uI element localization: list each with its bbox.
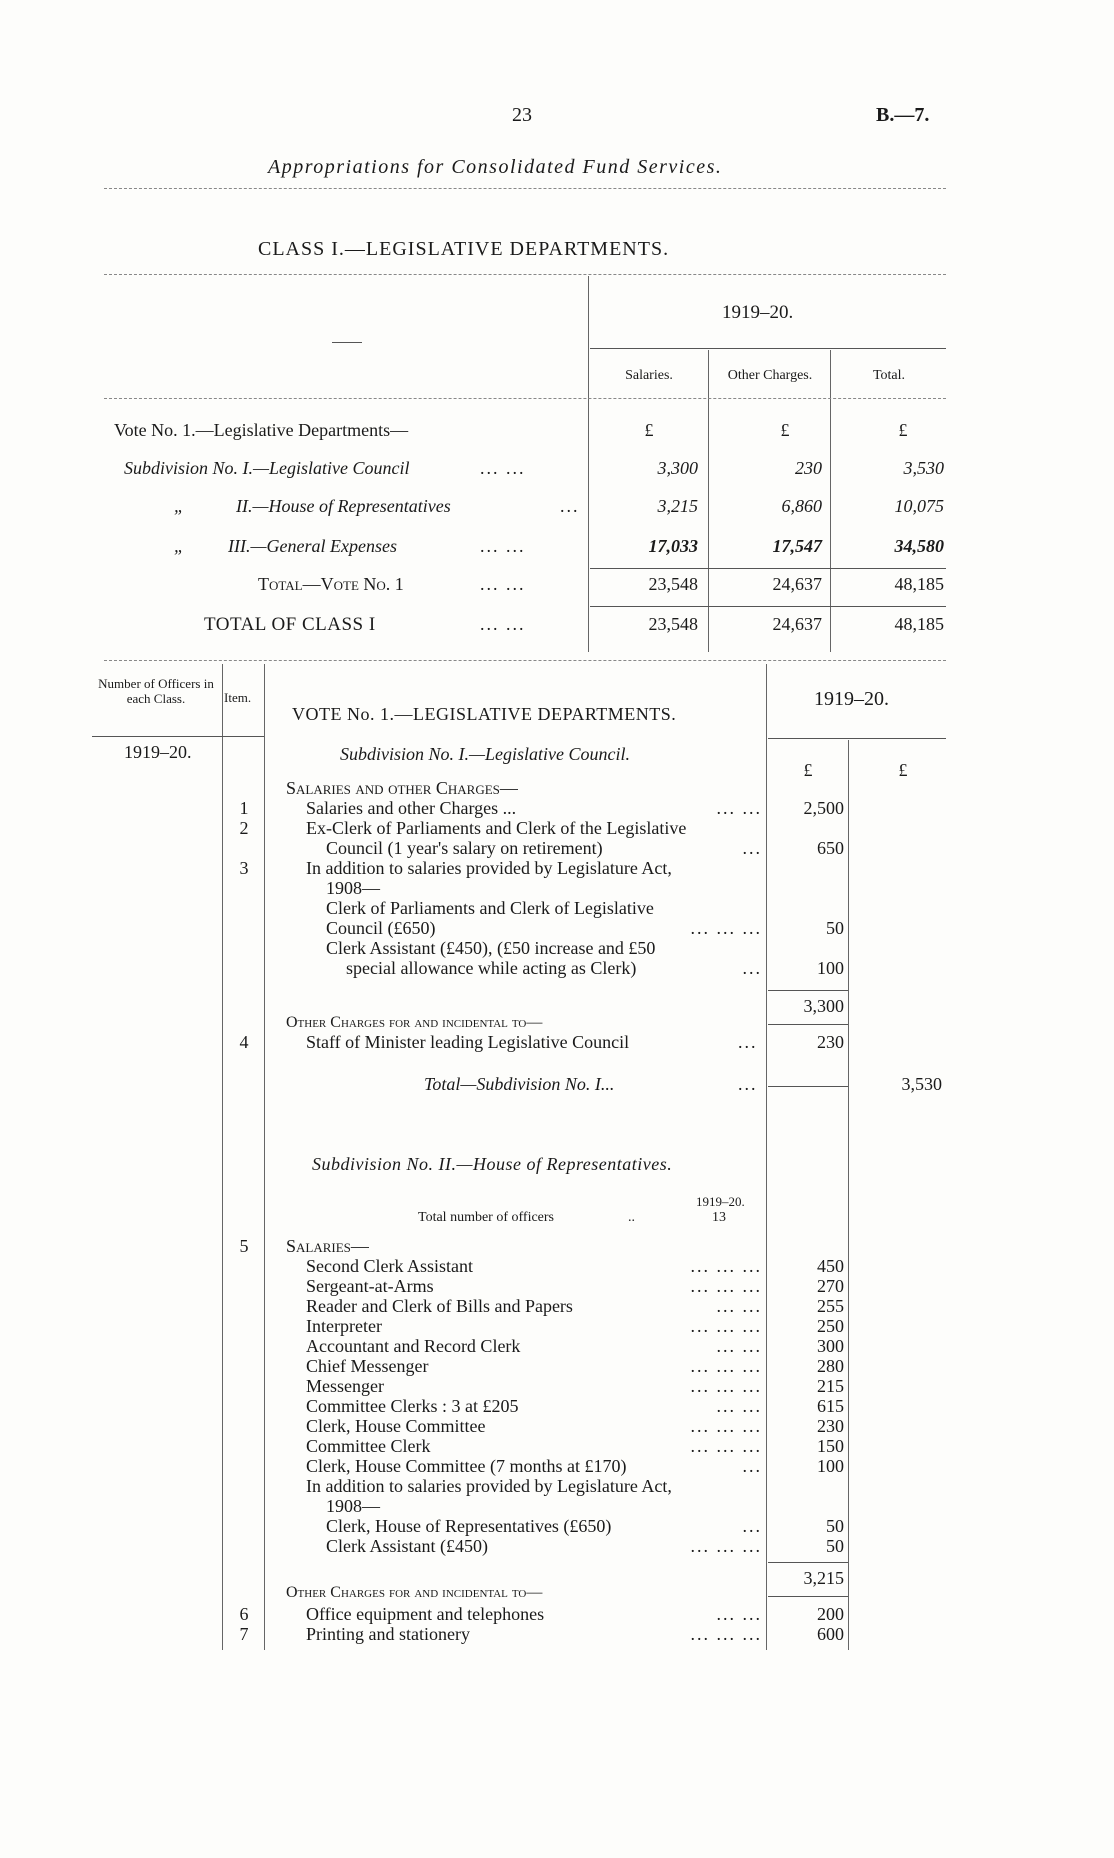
sub2-line-amount: 215 — [817, 1376, 844, 1396]
sub2-line-dots: ... ... — [716, 1396, 762, 1416]
sub1-heading: Salaries and other Charges— — [286, 778, 518, 798]
summary-row-3-salaries: 17,033 — [648, 536, 698, 556]
sub2-line-text: Interpreter — [306, 1316, 382, 1336]
sub2-line-text: Clerk, House of Representatives (£650) — [326, 1516, 612, 1536]
sub1-line-dots: ... ... — [716, 798, 762, 818]
running-title: Appropriations for Consolidated Fund Services. — [268, 156, 723, 178]
detail-currency-1: £ — [803, 760, 813, 780]
total-class-label: TOTAL OF CLASS I — [204, 614, 376, 635]
sub2-line-text: Clerk Assistant (£450) — [326, 1536, 488, 1556]
sub2-line-dots: ... ... ... — [690, 1376, 762, 1396]
sub1-total-dots: ... — [738, 1074, 758, 1094]
summary-short-rule — [332, 342, 362, 343]
sub2-line-dots: ... ... ... — [690, 1316, 762, 1336]
detail-divider-amount1 — [766, 664, 767, 1650]
summary-row-3-dots: ... ... — [480, 536, 526, 556]
summary-class-rule — [590, 606, 946, 607]
vote-title: VOTE No. 1.—LEGISLATIVE DEPARTMENTS. — [292, 704, 677, 724]
sub1-line-text: special allowance while acting as Clerk) — [346, 958, 637, 978]
total-vote-salaries: 23,548 — [648, 574, 698, 594]
sub2-line-text: Messenger — [306, 1376, 384, 1396]
sub2-line-amount: 270 — [817, 1276, 844, 1296]
total-class-total: 48,185 — [894, 614, 944, 634]
sub1-item-4: 4 — [239, 1032, 249, 1052]
sub1-line-text: Council (£650) — [326, 918, 436, 938]
sub2-line-amount: 255 — [817, 1296, 844, 1316]
sub1-line-amount: 2,500 — [803, 798, 844, 818]
summary-row-3-label: III.—General Expenses — [228, 536, 397, 556]
sub2-line-text: 1908— — [326, 1496, 380, 1516]
sub2-line-amount: 250 — [817, 1316, 844, 1336]
sub1-line-amount: 650 — [817, 838, 844, 858]
sub2-line-text: Committee Clerks : 3 at £205 — [306, 1396, 519, 1416]
detail-currency-2: £ — [898, 760, 908, 780]
sub1-line-text: 1908— — [326, 878, 380, 898]
sub1-line-dots: ... — [742, 838, 762, 858]
total-class-dots: ... ... — [480, 614, 526, 634]
sub1-other-amount: 230 — [817, 1032, 844, 1052]
sub1-line-text: Council (1 year's salary on retirement) — [326, 838, 603, 858]
summary-year-rule — [590, 348, 946, 349]
currency-total: £ — [898, 420, 908, 440]
total-class-salaries: 23,548 — [648, 614, 698, 634]
sub2-line-amount: 150 — [817, 1436, 844, 1456]
total-vote-dots: ... ... — [480, 574, 526, 594]
sub2-line-dots: ... ... ... — [690, 1416, 762, 1436]
sub2-line-amount: 100 — [817, 1456, 844, 1476]
sub2-other-heading: Other Charges for and incidental to— — [286, 1584, 543, 1601]
sub2-line-text: Clerk, House Committee — [306, 1416, 486, 1436]
sub2-other-line-text: Printing and stationery — [306, 1624, 470, 1644]
summary-row-1-dots: ... ... — [480, 458, 526, 478]
sub1-item-number: 3 — [239, 858, 249, 878]
sub1-line-text: Clerk of Parliaments and Clerk of Legislative — [326, 898, 654, 918]
header-rule — [104, 188, 946, 189]
summary-header-rule — [104, 398, 946, 399]
summary-row-1-label: Subdivision No. I.—Legislative Council — [124, 458, 410, 478]
total-vote-total: 48,185 — [894, 574, 944, 594]
summary-row-3-other: 17,547 — [772, 536, 822, 556]
summary-bottom-rule — [104, 660, 946, 661]
sub1-line-amount: 100 — [817, 958, 844, 978]
summary-divider-left — [588, 276, 589, 652]
sub2-other-line-dots: ... ... ... — [690, 1624, 762, 1644]
sub2-subtotal-rule2 — [768, 1596, 848, 1597]
sub2-subtotal-rule — [768, 1562, 848, 1563]
summary-row-1-other: 230 — [795, 458, 822, 478]
col-salaries-header: Salaries. — [625, 368, 673, 383]
sub2-officers-count: 13 — [712, 1210, 726, 1225]
summary-row-2-other: 6,860 — [781, 496, 822, 516]
sub1-total-rule — [768, 1086, 848, 1087]
document-code: B.—7. — [876, 104, 930, 126]
col-other-header: Other Charges. — [727, 368, 813, 383]
sub2-other-line-amount: 600 — [817, 1624, 844, 1644]
detail-header-rule-right — [768, 738, 946, 739]
sub1-other-line: Staff of Minister leading Legislative Council — [306, 1032, 630, 1052]
sub2-title: Subdivision No. II.—House of Representatives. — [312, 1154, 673, 1174]
summary-row-2-total: 10,075 — [894, 496, 944, 516]
sub1-total-label: Total—Subdivision No. I... — [424, 1074, 615, 1094]
sub2-officers-label: Total number of officers — [418, 1210, 554, 1225]
sub1-other-dots: ... — [738, 1032, 758, 1052]
summary-row-3-ditto: „ — [174, 536, 185, 556]
sub2-line-amount: 280 — [817, 1356, 844, 1376]
sub2-line-amount: 50 — [826, 1516, 844, 1536]
currency-other: £ — [780, 420, 790, 440]
detail-year-header: 1919–20. — [814, 688, 889, 710]
class-title: CLASS I.—LEGISLATIVE DEPARTMENTS. — [258, 238, 670, 260]
vote-label: Vote No. 1.—Legislative Departments— — [114, 420, 409, 440]
sub2-line-text: In addition to salaries provided by Legislature Act, — [306, 1476, 672, 1496]
total-vote-other: 24,637 — [772, 574, 822, 594]
page-number: 23 — [512, 104, 532, 126]
sub2-other-line-amount: 200 — [817, 1604, 844, 1624]
col-total-header: Total. — [872, 368, 906, 383]
summary-row-1-salaries: 3,300 — [657, 458, 698, 478]
sub2-item-5: 5 — [239, 1236, 249, 1256]
detail-divider-item — [264, 664, 265, 1650]
col-item-header: Item. — [224, 690, 252, 705]
sub1-subtotal-rule — [768, 990, 848, 991]
total-class-other: 24,637 — [772, 614, 822, 634]
summary-row-3-total: 34,580 — [894, 536, 944, 556]
sub2-line-text: Accountant and Record Clerk — [306, 1336, 521, 1356]
summary-total-rule — [590, 568, 946, 569]
sub1-line-dots: ... ... ... — [690, 918, 762, 938]
sub2-line-dots: ... ... ... — [690, 1356, 762, 1376]
total-vote-label: Total—Vote No. 1 — [258, 574, 404, 594]
sub2-line-dots: ... — [742, 1516, 762, 1536]
detail-header-rule — [92, 736, 264, 737]
col-officers-header: Number of Officers in each Class. — [98, 676, 214, 706]
sub1-other-heading: Other Charges for and incidental to— — [286, 1014, 543, 1031]
sub2-line-amount: 450 — [817, 1256, 844, 1276]
sub2-line-amount: 615 — [817, 1396, 844, 1416]
detail-divider-officers — [222, 664, 223, 1650]
sub2-line-dots: ... ... ... — [690, 1536, 762, 1556]
sub1-line-text: Salaries and other Charges ... — [306, 798, 517, 818]
currency-salaries: £ — [644, 420, 654, 440]
sub2-line-amount: 50 — [826, 1536, 844, 1556]
sub1-line-text: In addition to salaries provided by Legislature Act, — [306, 858, 672, 878]
summary-year: 1919–20. — [722, 302, 794, 323]
sub2-other-item-number: 6 — [239, 1604, 249, 1624]
summary-top-rule — [104, 274, 946, 275]
sub2-line-dots: ... ... ... — [690, 1256, 762, 1276]
sub2-other-item-number: 7 — [239, 1624, 249, 1644]
sub1-total: 3,530 — [901, 1074, 942, 1094]
sub2-line-text: Second Clerk Assistant — [306, 1256, 473, 1276]
sub2-subtotal: 3,215 — [803, 1568, 844, 1588]
sub1-item-number: 1 — [239, 798, 249, 818]
sub2-other-line-text: Office equipment and telephones — [306, 1604, 545, 1624]
summary-row-2-ditto: „ — [174, 496, 185, 516]
officers-year: 1919–20. — [124, 742, 192, 762]
sub2-officers-dots: .. — [628, 1210, 635, 1225]
sub2-line-text: Reader and Clerk of Bills and Papers — [306, 1296, 573, 1316]
sub1-title: Subdivision No. I.—Legislative Council. — [340, 744, 630, 764]
sub2-line-text: Clerk, House Committee (7 months at £170) — [306, 1456, 627, 1476]
sub2-line-dots: ... ... — [716, 1296, 762, 1316]
sub1-line-amount: 50 — [826, 918, 844, 938]
sub1-item-number: 2 — [239, 818, 249, 838]
sub1-line-dots: ... — [742, 958, 762, 978]
sub2-line-amount: 230 — [817, 1416, 844, 1436]
sub1-line-text: Clerk Assistant (£450), (£50 increase and £50 — [326, 938, 656, 958]
summary-row-2-label: II.—House of Representatives — [236, 496, 451, 516]
sub2-line-text: Sergeant-at-Arms — [306, 1276, 434, 1296]
sub1-line-text: Ex-Clerk of Parliaments and Clerk of the Legislative — [306, 818, 687, 838]
sub2-officers-year: 1919–20. — [696, 1194, 745, 1209]
sub1-subtotal: 3,300 — [803, 996, 844, 1016]
detail-divider-amount2 — [848, 740, 849, 1650]
sub2-heading: Salaries— — [286, 1236, 369, 1256]
sub1-subtotal-rule2 — [768, 1024, 848, 1025]
sub2-line-dots: ... ... — [716, 1336, 762, 1356]
sub2-line-dots: ... ... ... — [690, 1436, 762, 1456]
summary-row-2-dots: ... — [560, 496, 580, 516]
summary-row-2-salaries: 3,215 — [657, 496, 698, 516]
sub2-other-line-dots: ... ... — [716, 1604, 762, 1624]
sub2-line-amount: 300 — [817, 1336, 844, 1356]
sub2-line-dots: ... — [742, 1456, 762, 1476]
summary-row-1-total: 3,530 — [903, 458, 944, 478]
sub2-line-dots: ... ... ... — [690, 1276, 762, 1296]
sub2-line-text: Chief Messenger — [306, 1356, 429, 1376]
sub2-line-text: Committee Clerk — [306, 1436, 431, 1456]
